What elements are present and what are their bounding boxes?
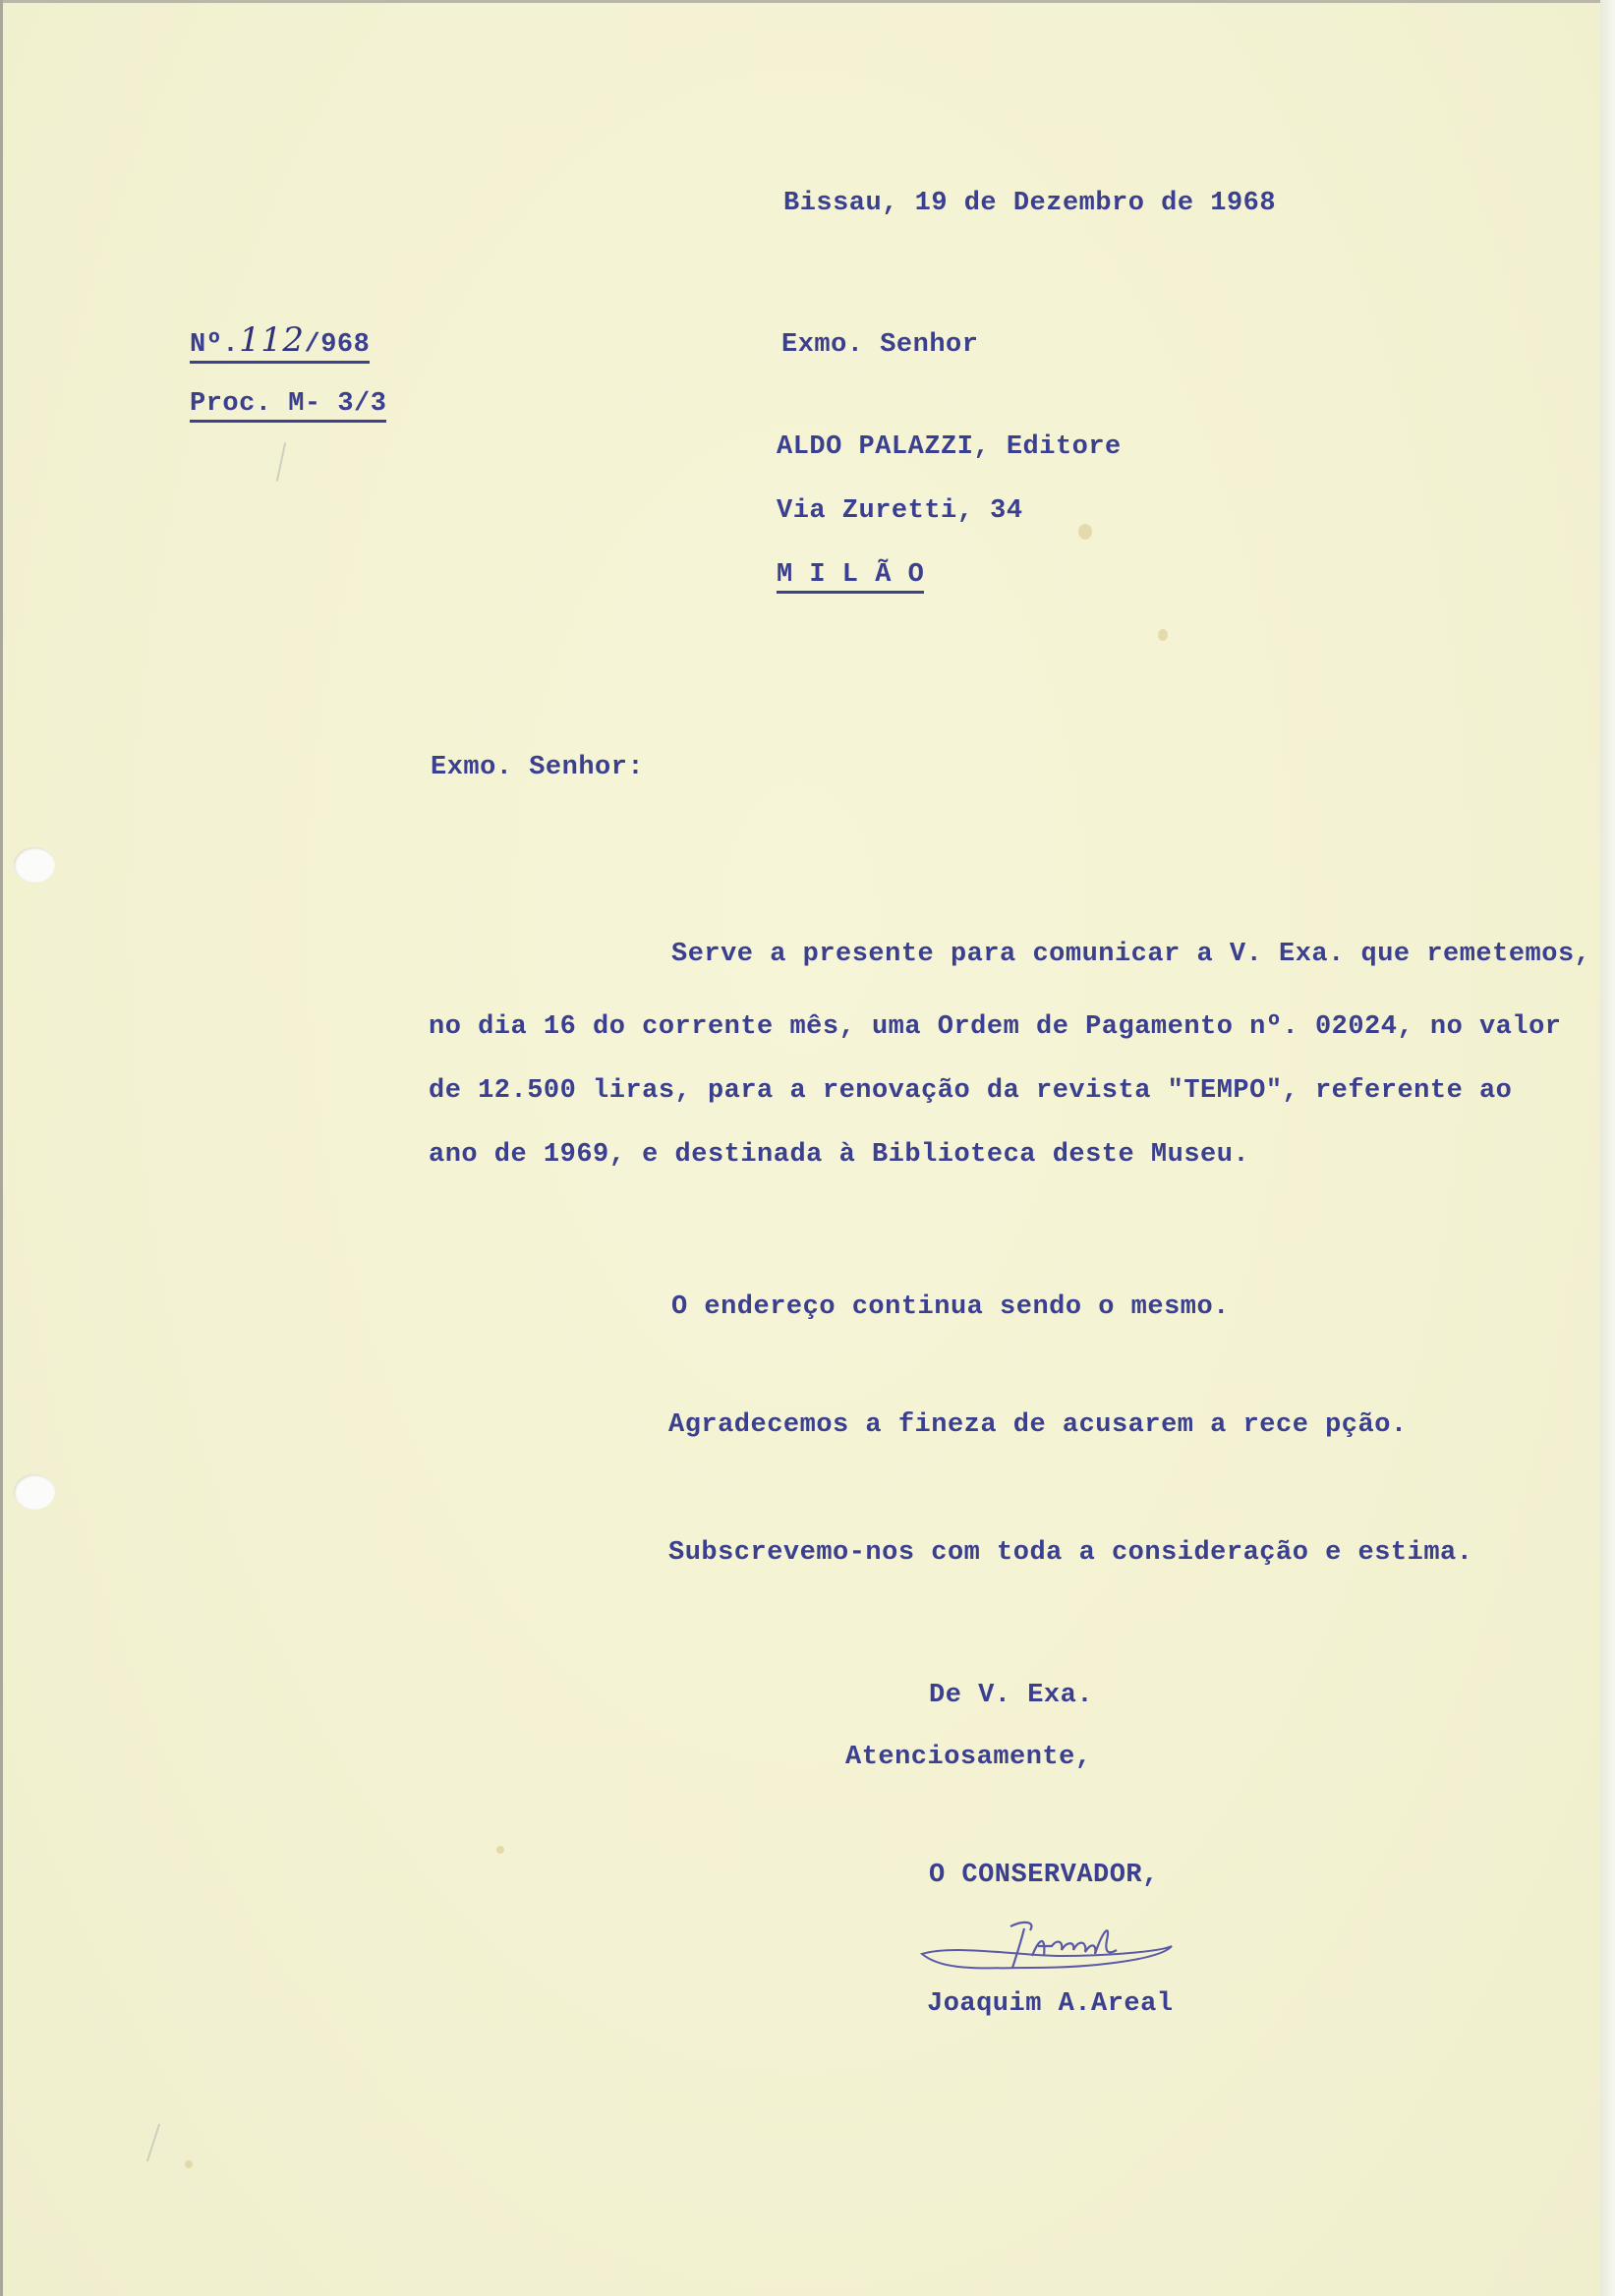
process-reference: Proc. M- 3/3 xyxy=(190,389,386,423)
addressee-street: Via Zuretti, 34 xyxy=(777,496,1023,526)
addressee-salutation: Exmo. Senhor xyxy=(781,330,979,360)
addressee-name: ALDO PALAZZI, Editore xyxy=(777,432,1122,462)
addressee-city: M I L Ã O xyxy=(777,560,924,594)
paper-stain xyxy=(496,1846,504,1854)
body-line: ano de 1969, e destinada à Biblioteca deste Museu. xyxy=(429,1140,1250,1170)
body-line: no dia 16 do corrente mês, uma Ordem de Pagamento nº. 02024, no valor xyxy=(429,1012,1562,1042)
greeting: Exmo. Senhor: xyxy=(431,753,645,782)
paper-stain xyxy=(1158,629,1168,641)
paragraph: Subscrevemo-nos com toda a consideração e estima. xyxy=(668,1538,1473,1568)
pencil-mark xyxy=(146,2124,160,2162)
closing-line: Atenciosamente, xyxy=(845,1743,1092,1772)
signatory-name: Joaquim A.Areal xyxy=(927,1989,1174,2019)
punch-hole-top xyxy=(14,847,55,883)
closing-line: De V. Exa. xyxy=(929,1681,1094,1710)
punch-hole-bottom xyxy=(14,1474,55,1510)
reference-number-handwritten: 112 xyxy=(239,320,305,360)
paper-stain xyxy=(185,2160,193,2168)
paper-stain xyxy=(1078,524,1092,540)
date-line: Bissau, 19 de Dezembro de 1968 xyxy=(783,189,1277,218)
body-line: Serve a presente para comunicar a V. Exa. que remetemos, xyxy=(671,940,1591,969)
paragraph: Agradecemos a fineza de acusarem a rece pção. xyxy=(668,1410,1408,1440)
pencil-mark xyxy=(276,442,286,482)
body-line: de 12.500 liras, para a renovação da revista "TEMPO", referente ao xyxy=(429,1076,1513,1106)
scan-edge xyxy=(1600,0,1615,2296)
reference-number-suffix: /968 xyxy=(304,330,371,360)
reference-number xyxy=(190,320,370,364)
paragraph: O endereço continua sendo o mesmo. xyxy=(671,1292,1230,1322)
signatory-title: O CONSERVADOR, xyxy=(929,1861,1159,1890)
reference-number-prefix: Nº. xyxy=(190,330,240,360)
